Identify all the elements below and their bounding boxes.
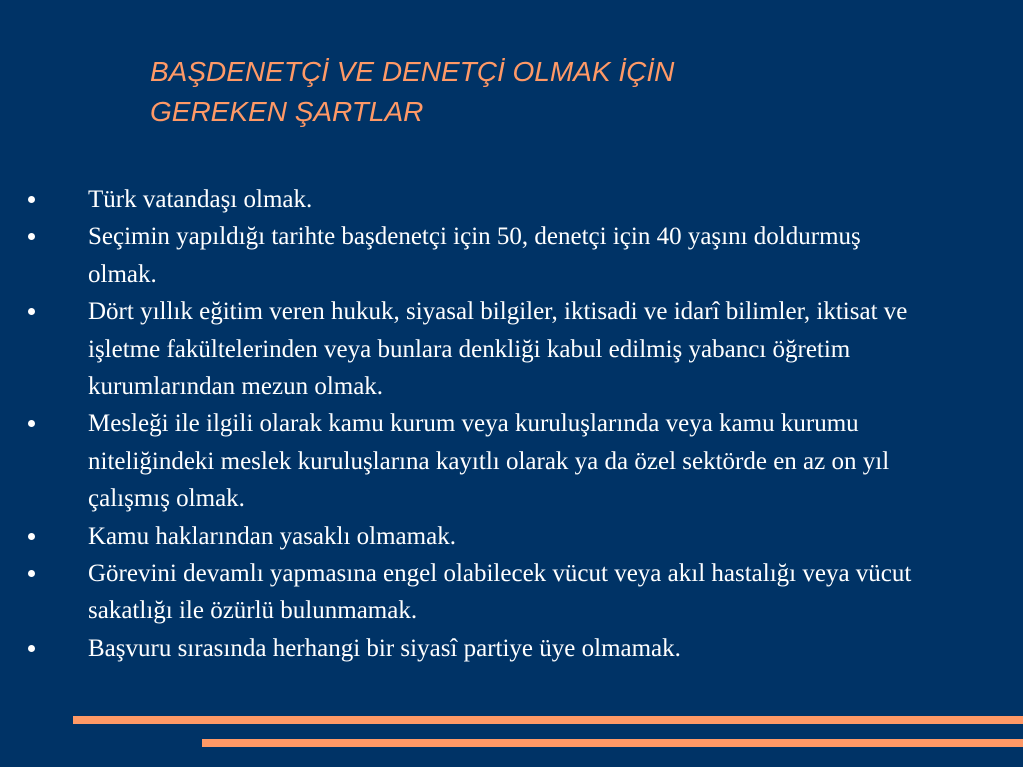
bullet-icon xyxy=(28,308,35,315)
list-item-text: Türk vatandaşı olmak. xyxy=(88,186,313,213)
list-item xyxy=(28,218,918,293)
list-item xyxy=(28,630,918,667)
list-item xyxy=(28,555,918,630)
list-item xyxy=(28,518,918,555)
bullet-icon xyxy=(28,533,35,540)
list-item-text: Kamu haklarından yasaklı olmamak. xyxy=(88,522,456,550)
list-item-text: Mesleği ile ilgili olarak kamu kurum veya kuruluşlarında veya kamu kurumu niteliğindeki meslek kuruluşlarına kayıtlı olarak ya da özel sektörde en az on yıl çalışmış olmak. xyxy=(88,410,890,513)
list-item xyxy=(28,293,918,405)
list-item-text: Seçimin yapıldığı tarihte başdenetçi için 50, denetçi için 40 yaşını doldurmuş olmak. xyxy=(88,223,861,288)
slide-title xyxy=(150,52,910,132)
slide-title-line-1: BAŞDENETÇİ VE DENETÇİ OLMAK İÇİN xyxy=(150,56,675,87)
requirements-list xyxy=(28,181,918,667)
bullet-icon xyxy=(28,196,35,203)
list-item xyxy=(28,181,918,218)
list-item-text: Başvuru sırasında herhangi bir siyasî partiye üye olmamak. xyxy=(88,634,681,662)
slide-title-line-2: GEREKEN ŞARTLAR xyxy=(150,96,424,127)
decorative-bar-upper xyxy=(73,716,1023,724)
list-item-text: Görevini devamlı yapmasına engel olabilecek vücut veya akıl hastalığı veya vücut sakatlığı ile özürlü bulunmamak. xyxy=(88,560,912,625)
list-item-text: Dört yıllık eğitim veren hukuk, siyasal bilgiler, iktisadi ve idarî bilimler, iktisat ve işletme fakültelerinden veya bunlara denkliği kabul edilmiş yabancı öğretim kurumlarından mezun olmak. xyxy=(88,298,908,401)
bullet-icon xyxy=(28,570,35,577)
list-item xyxy=(28,405,918,517)
bullet-icon xyxy=(28,233,35,240)
decorative-bar-lower xyxy=(202,739,1023,747)
bullet-icon xyxy=(28,420,35,427)
bullet-icon xyxy=(28,645,35,652)
